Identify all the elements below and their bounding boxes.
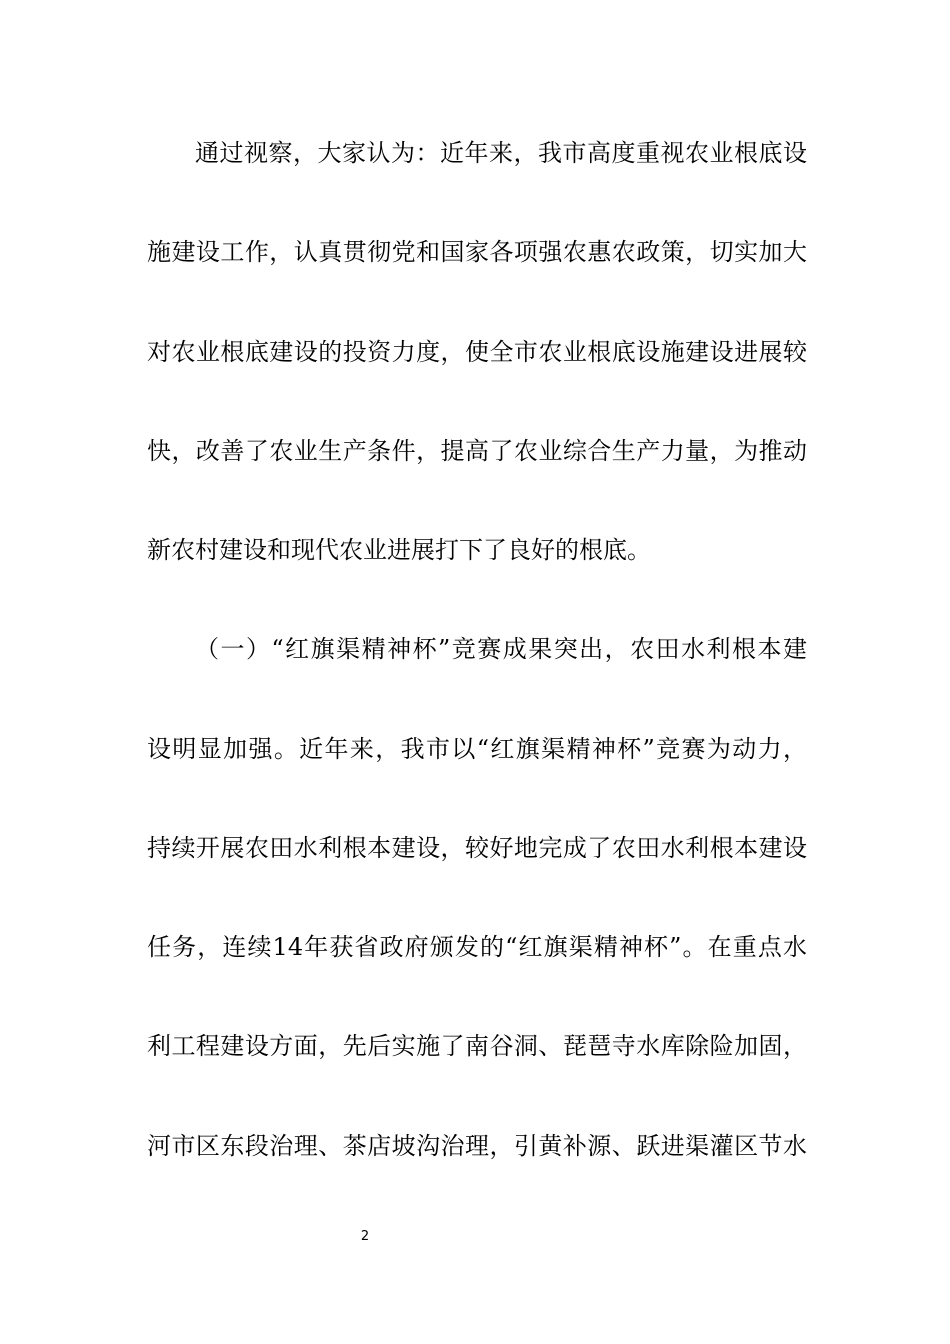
text-line: 施建设工作，认真贯彻党和国家各项强农惠农政策，切实加大 (147, 238, 807, 266)
text-line: 对农业根底建设的投资力度，使全市农业根底设施建设进展较 (147, 338, 807, 366)
text-line: 河市区东段治理、茶店坡沟治理，引黄补源、跃进渠灌区节水 (147, 1132, 807, 1160)
text-line: 利工程建设方面，先后实施了南谷洞、琵琶寺水库除险加固， (147, 1032, 807, 1060)
text-line: 新农村建设和现代农业进展打下了良好的根底。 (147, 536, 651, 564)
text-line: 设明显加强。近年来，我市以“红旗渠精神杯”竞赛为动力， (147, 735, 807, 763)
text-line: （一）“红旗渠精神杯”竞赛成果突出，农田水利根本建 (195, 635, 807, 663)
text-line: 任务，连续14年获省政府颁发的“红旗渠精神杯”。在重点水 (147, 933, 807, 961)
page-number: 2 (360, 1229, 370, 1244)
text-line: 持续开展农田水利根本建设，较好地完成了农田水利根本建设 (147, 834, 807, 862)
text-line: 快，改善了农业生产条件，提高了农业综合生产力量，为推动 (147, 437, 807, 465)
text-line: 通过视察，大家认为：近年来，我市高度重视农业根底设 (195, 139, 807, 167)
